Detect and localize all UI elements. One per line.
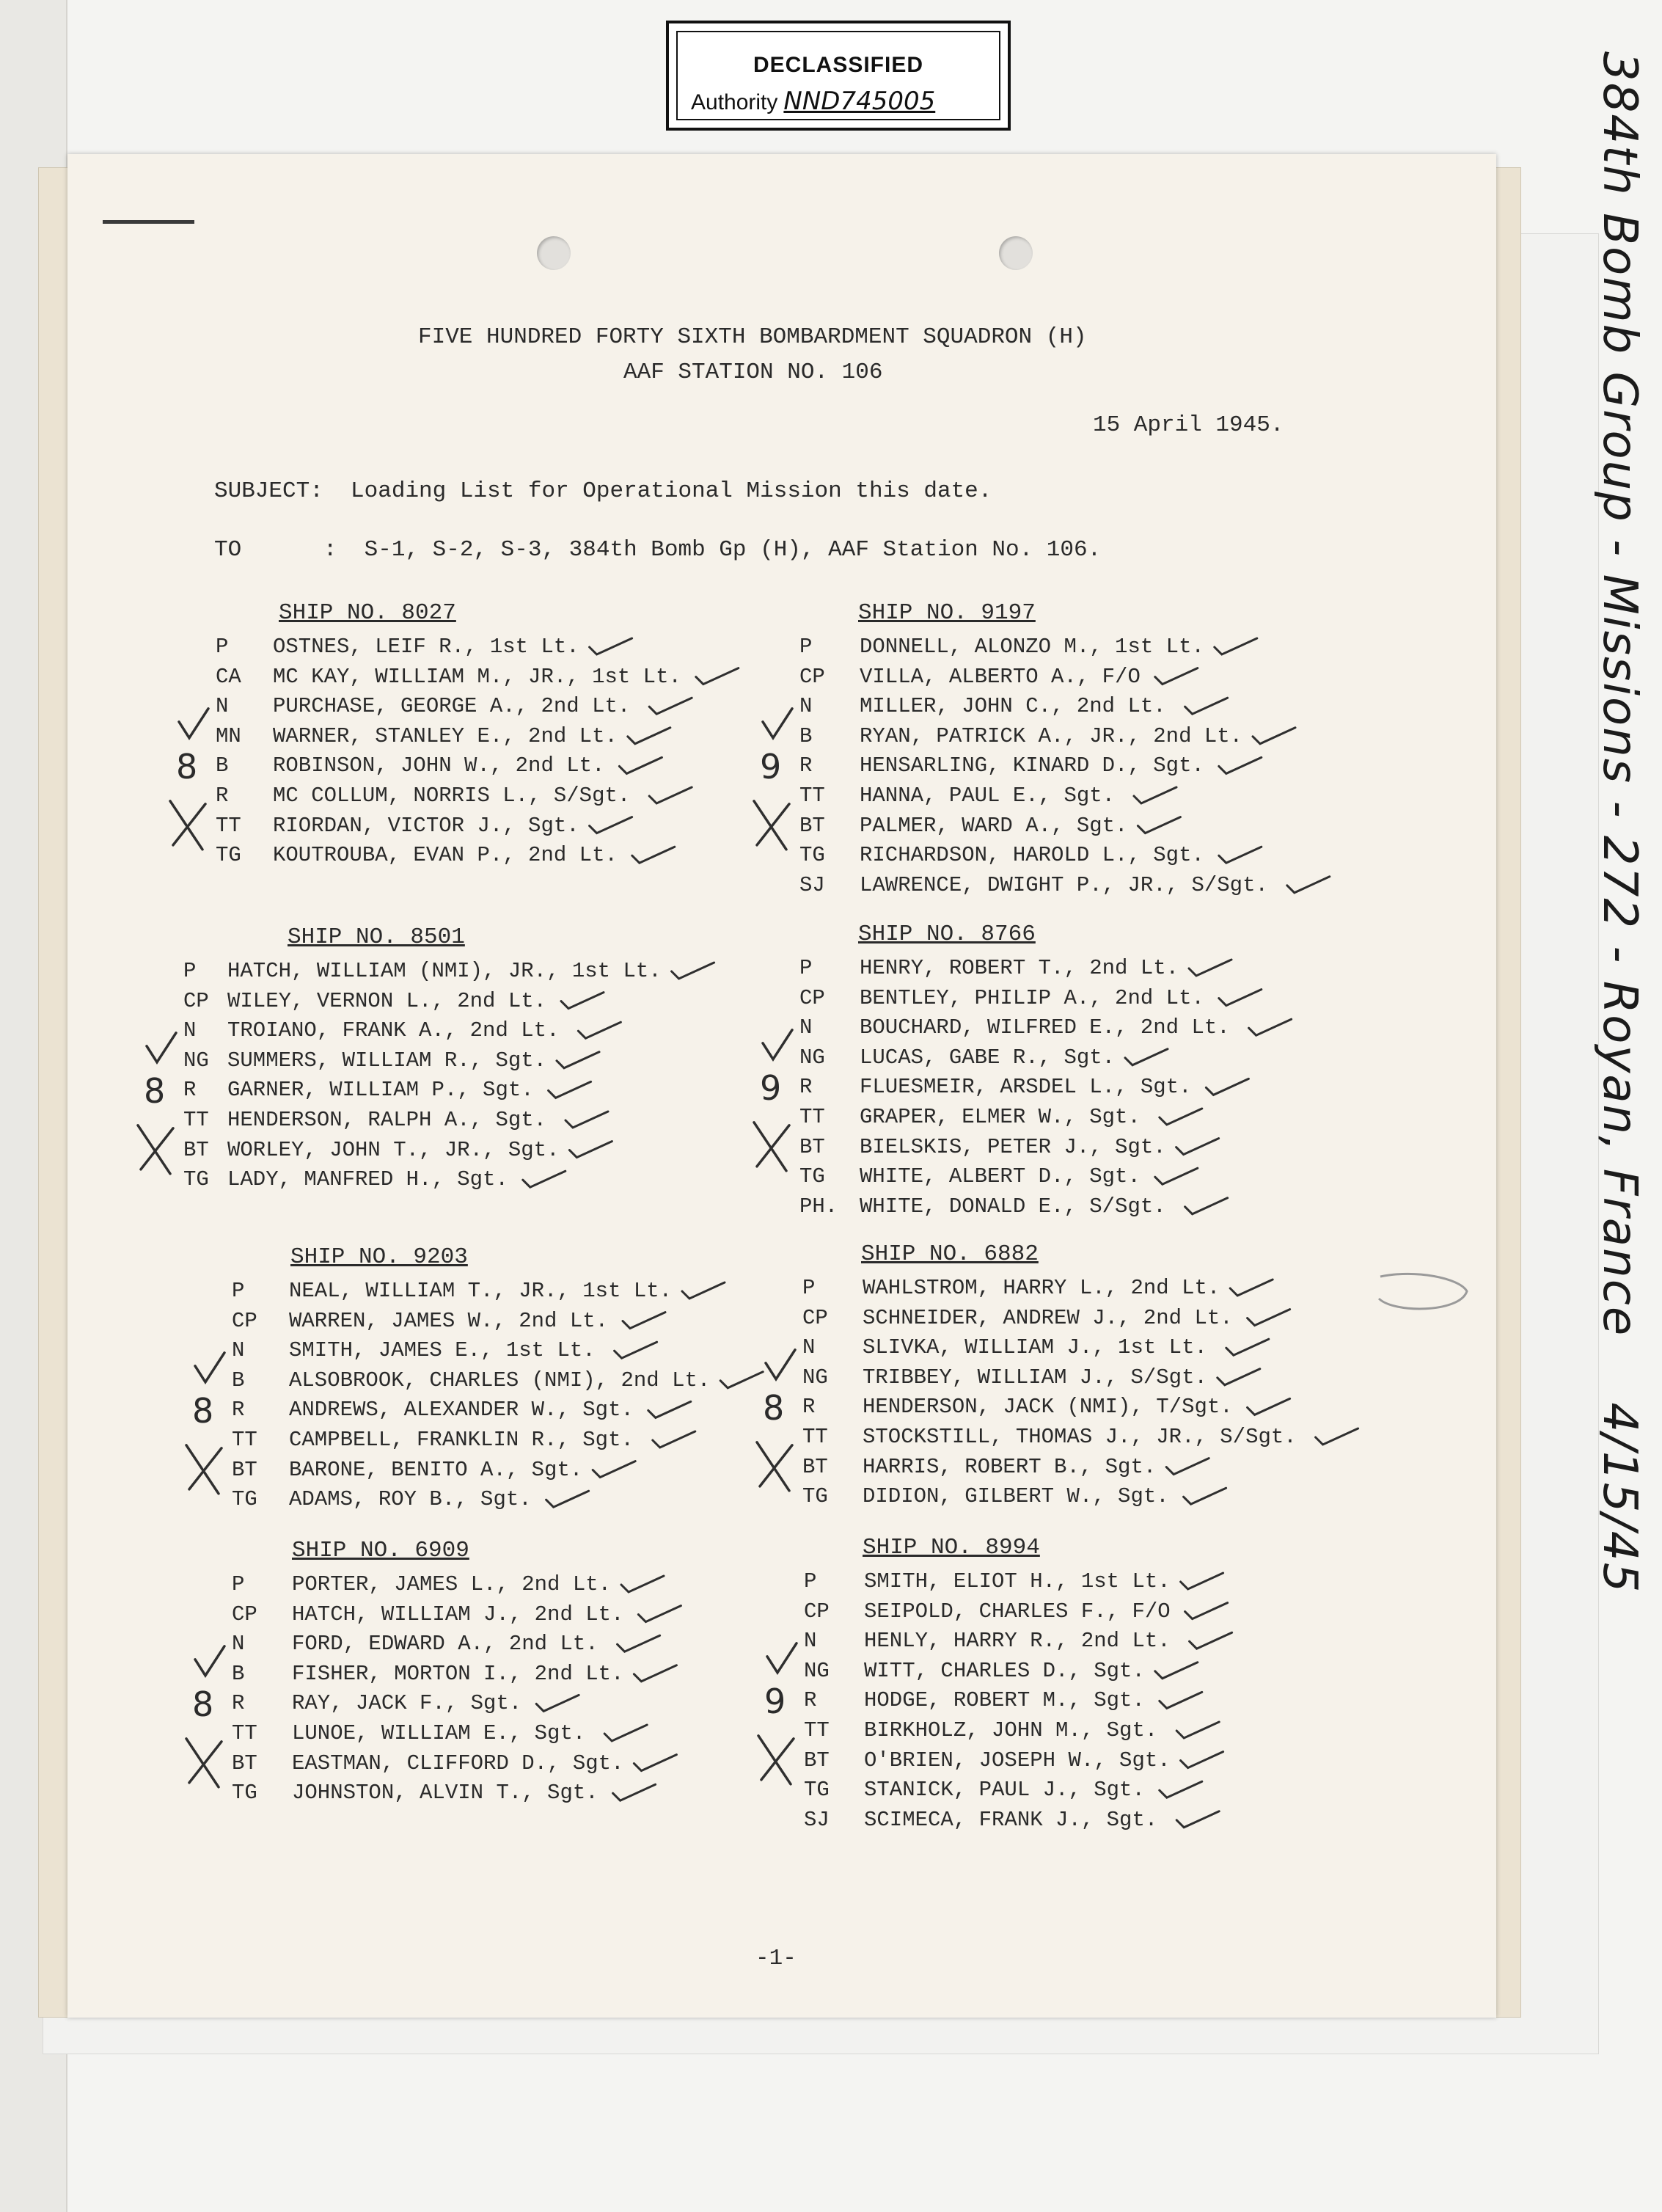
handwritten-count: 8: [176, 747, 198, 787]
crew-position: B: [216, 753, 229, 778]
crew-position: BT: [232, 1751, 257, 1775]
crew-position: R: [802, 1395, 816, 1420]
check-mark: [613, 1784, 656, 1800]
crew-position: BT: [804, 1748, 830, 1773]
crew-member: PALMER, WARD A., Sgt.: [860, 813, 1128, 838]
check-mark: [1316, 1428, 1358, 1445]
margin-tick: [763, 709, 792, 738]
crew-position: P: [799, 635, 813, 659]
check-mark: [634, 1755, 676, 1771]
crew-member: SEIPOLD, CHARLES F., F/O: [864, 1599, 1171, 1624]
check-mark: [618, 1635, 660, 1651]
crew-member: O'BRIEN, JOSEPH W., Sgt.: [864, 1748, 1171, 1773]
crew-position: P: [799, 956, 813, 980]
crew-member: SUMMERS, WILLIAM R., Sgt.: [227, 1048, 547, 1073]
check-mark: [682, 1282, 725, 1299]
handwritten-count: 8: [192, 1684, 214, 1725]
crew-member: GARNER, WILLIAM P., Sgt.: [227, 1078, 534, 1103]
check-mark: [632, 847, 675, 863]
ship-title: SHIP NO. 9197: [858, 600, 1036, 626]
crew-member: WORLEY, JOHN T., JR., Sgt.: [227, 1137, 560, 1162]
margin-tick: [766, 1350, 795, 1379]
check-mark: [1215, 638, 1257, 654]
crew-member: STANICK, PAUL J., Sgt.: [864, 1778, 1145, 1803]
ship-title: SHIP NO. 6882: [861, 1241, 1039, 1267]
crew-member: SMITH, ELIOT H., 1st Lt.: [864, 1569, 1171, 1594]
crew-position: SJ: [799, 872, 825, 897]
document-date: 15 April 1945.: [1093, 412, 1284, 438]
crew-position: TG: [799, 843, 825, 868]
check-mark: [1185, 698, 1228, 714]
crew-position: N: [232, 1632, 245, 1657]
check-mark: [1219, 757, 1262, 773]
crew-member: BOUCHARD, WILFRED E., 2nd Lt.: [860, 1015, 1230, 1040]
crew-member: HENRY, ROBERT T., 2nd Lt.: [860, 956, 1179, 980]
crew-position: TG: [799, 1164, 825, 1189]
crew-position: P: [232, 1572, 245, 1596]
crew-position: NG: [804, 1658, 830, 1683]
crew-member: HENDERSON, JACK (NMI), T/Sgt.: [863, 1395, 1233, 1420]
check-mark: [634, 1665, 676, 1682]
check-mark: [1160, 1109, 1202, 1125]
crew-member: GRAPER, ELMER W., Sgt.: [860, 1104, 1141, 1129]
check-mark: [1218, 1369, 1260, 1385]
check-mark: [1181, 1573, 1223, 1589]
crew-member: SLIVKA, WILLIAM J., 1st Lt.: [863, 1335, 1207, 1360]
ship-title: SHIP NO. 9203: [290, 1244, 468, 1270]
crew-member: FLUESMEIR, ARSDEL L., Sgt.: [860, 1075, 1192, 1100]
crew-position: CP: [804, 1599, 830, 1624]
crew-position: CP: [232, 1308, 257, 1333]
crew-member: DIDION, GILBERT W., Sgt.: [863, 1484, 1169, 1509]
crew-member: PORTER, JAMES L., 2nd Lt.: [292, 1572, 612, 1596]
crew-position: TT: [804, 1718, 830, 1742]
crew-position: BT: [799, 1134, 825, 1159]
crew-position: TT: [183, 1107, 209, 1132]
crew-member: RIORDAN, VICTOR J., Sgt.: [273, 813, 579, 838]
crew-position: TT: [232, 1720, 257, 1745]
check-mark: [1181, 1752, 1223, 1768]
crew-member: HENLY, HARRY R., 2nd Lt.: [864, 1629, 1171, 1654]
crew-member: LUCAS, GABE R., Sgt.: [860, 1045, 1116, 1070]
check-mark: [565, 1112, 608, 1128]
squadron-heading: FIVE HUNDRED FORTY SIXTH BOMBARDMENT SQUADRON (H): [418, 324, 1087, 350]
check-mark: [557, 1052, 599, 1068]
check-mark: [1248, 1398, 1290, 1415]
crew-member: STOCKSTILL, THOMAS J., JR., S/Sgt.: [863, 1424, 1297, 1449]
stamp-authority-number: NND745005: [783, 87, 936, 116]
crew-member: ROBINSON, JOHN W., 2nd Lt.: [273, 753, 605, 778]
crew-member: FORD, EDWARD A., 2nd Lt.: [292, 1632, 598, 1657]
crew-member: JOHNSTON, ALVIN T., Sgt.: [292, 1781, 598, 1806]
crew-position: PH.: [799, 1194, 838, 1219]
margin-cross: [757, 1442, 792, 1491]
crew-position: BT: [183, 1137, 209, 1162]
check-mark: [546, 1491, 589, 1507]
crew-position: R: [232, 1691, 245, 1716]
crew-member: HANNA, PAUL E., Sgt.: [860, 783, 1116, 808]
crew-member: MC COLLUM, NORRIS L., S/Sgt.: [273, 783, 631, 808]
stamp-title: DECLASSIFIED: [753, 53, 924, 77]
check-mark: [549, 1081, 591, 1098]
crew-position: CA: [216, 664, 241, 689]
crew-position: R: [183, 1078, 197, 1103]
crew-position: TG: [232, 1487, 257, 1512]
margin-cross: [170, 801, 205, 850]
to-line: TO : S-1, S-2, S-3, 384th Bomb Gp (H), AAF Station No. 106.: [214, 537, 1102, 563]
ship-title: SHIP NO. 8027: [279, 600, 456, 626]
margin-cross: [138, 1125, 173, 1174]
crew-position: CP: [802, 1305, 828, 1330]
check-mark: [1184, 1488, 1226, 1504]
check-mark: [1155, 1662, 1198, 1679]
crew-member: WARREN, JAMES W., 2nd Lt.: [289, 1308, 609, 1333]
margin-cross: [754, 801, 789, 850]
check-mark: [1253, 728, 1295, 744]
crew-member: KOUTROUBA, EVAN P., 2nd Lt.: [273, 843, 618, 868]
crew-position: R: [216, 783, 229, 808]
crew-member: LUNOE, WILLIAM E., Sgt.: [292, 1720, 586, 1745]
crew-position: B: [799, 723, 813, 748]
crew-position: B: [232, 1661, 245, 1686]
check-mark: [561, 993, 604, 1009]
check-mark: [1287, 877, 1330, 893]
crew-member: NEAL, WILLIAM T., JR., 1st Lt.: [289, 1279, 673, 1303]
crew-member: WARNER, STANLEY E., 2nd Lt.: [273, 723, 618, 748]
check-mark: [1176, 1811, 1219, 1828]
crew-position: TG: [232, 1781, 257, 1806]
crew-member: RYAN, PATRICK A., JR., 2nd Lt.: [860, 723, 1243, 748]
check-mark: [1185, 1198, 1228, 1214]
crew-position: B: [232, 1368, 245, 1392]
crew-position: N: [232, 1338, 245, 1363]
margin-tick: [147, 1033, 176, 1062]
crew-member: OSTNES, LEIF R., 1st Lt.: [273, 635, 579, 659]
crew-member: VILLA, ALBERTO A., F/O: [860, 664, 1141, 689]
check-mark: [1138, 817, 1180, 833]
crew-member: ADAMS, ROY B., Sgt.: [289, 1487, 532, 1512]
check-mark: [1176, 1139, 1219, 1155]
crew-member: RAY, JACK F., Sgt.: [292, 1691, 522, 1716]
crew-member: LAWRENCE, DWIGHT P., JR., S/Sgt.: [860, 872, 1268, 897]
margin-tick: [179, 709, 208, 738]
crew-position: P: [232, 1279, 245, 1303]
handwritten-count: 8: [763, 1388, 785, 1428]
check-mark: [1160, 1781, 1202, 1797]
check-mark: [1176, 1722, 1219, 1738]
crew-position: P: [804, 1569, 817, 1594]
crew-member: LADY, MANFRED H., Sgt.: [227, 1167, 508, 1192]
ship-title: SHIP NO. 6909: [292, 1538, 469, 1563]
stamp-authority-label: Authority: [691, 90, 778, 114]
crew-member: WHITE, DONALD E., S/Sgt.: [860, 1194, 1166, 1219]
crew-member: HARRIS, ROBERT B., Sgt.: [863, 1454, 1157, 1479]
check-mark: [1160, 1692, 1202, 1708]
crew-member: SCHNEIDER, ANDREW J., 2nd Lt.: [863, 1305, 1233, 1330]
handwritten-side-note: 384th Bomb Group - Missions - 272 - Royan, France 4/15/45: [1592, 51, 1647, 1594]
handwritten-count: 9: [764, 1682, 786, 1722]
crew-position: TG: [183, 1167, 209, 1192]
crew-member: WITT, CHARLES D., Sgt.: [864, 1658, 1145, 1683]
check-mark: [696, 668, 739, 685]
ship-title: SHIP NO. 8501: [288, 924, 465, 950]
crew-member: SMITH, JAMES E., 1st Lt.: [289, 1338, 596, 1363]
margin-cross: [758, 1736, 794, 1784]
check-mark: [569, 1142, 612, 1158]
check-mark: [1134, 787, 1176, 803]
check-mark: [1166, 1459, 1209, 1475]
check-mark: [1226, 1339, 1269, 1355]
check-mark: [621, 1576, 664, 1592]
margin-tick: [767, 1643, 797, 1673]
crew-member: HODGE, ROBERT M., Sgt.: [864, 1688, 1145, 1713]
check-mark: [1125, 1049, 1168, 1065]
crew-position: P: [183, 959, 197, 983]
crew-position: NG: [183, 1048, 209, 1073]
check-mark: [523, 1171, 565, 1187]
margin-tick: [195, 1646, 224, 1676]
check-mark: [653, 1431, 695, 1448]
crew-position: N: [216, 694, 229, 719]
check-mark: [628, 728, 670, 744]
pencil-mark: [1379, 1274, 1467, 1309]
crew-position: NG: [799, 1045, 825, 1070]
crew-position: TT: [216, 813, 241, 838]
crew-member: BARONE, BENITO A., Sgt.: [289, 1457, 583, 1482]
crew-member: WHITE, ALBERT D., Sgt.: [860, 1164, 1141, 1189]
check-mark: [578, 1022, 620, 1038]
check-mark: [615, 1342, 657, 1358]
margin-cross: [186, 1445, 222, 1494]
crew-position: R: [799, 753, 813, 778]
check-mark: [649, 698, 692, 714]
crew-position: N: [804, 1629, 817, 1654]
crew-member: EASTMAN, CLIFFORD D., Sgt.: [292, 1751, 624, 1775]
crew-member: ALSOBROOK, CHARLES (NMI), 2nd Lt.: [289, 1368, 711, 1392]
check-mark: [593, 1461, 635, 1478]
crew-position: R: [799, 1075, 813, 1100]
crew-position: TT: [799, 1104, 825, 1129]
crew-position: TG: [804, 1778, 830, 1803]
crew-member: HATCH, WILLIAM (NMI), JR., 1st Lt.: [227, 959, 662, 983]
crew-position: P: [216, 635, 229, 659]
crew-member: TRIBBEY, WILLIAM J., S/Sgt.: [863, 1365, 1207, 1390]
crew-position: MN: [216, 723, 241, 748]
crew-position: P: [802, 1276, 816, 1300]
handwritten-count: 9: [760, 1068, 782, 1109]
crew-position: CP: [799, 664, 825, 689]
crew-member: WILEY, VERNON L., 2nd Lt.: [227, 988, 547, 1013]
check-mark: [1230, 1280, 1273, 1296]
check-mark: [1219, 847, 1262, 863]
check-mark: [1190, 1632, 1232, 1649]
crew-position: TG: [802, 1484, 828, 1509]
crew-position: N: [802, 1335, 816, 1360]
crew-member: MILLER, JOHN C., 2nd Lt.: [860, 694, 1166, 719]
check-mark: [619, 757, 662, 773]
check-mark: [672, 963, 714, 979]
margin-tick: [763, 1030, 792, 1059]
subject-line: SUBJECT: Loading List for Operational Mission this date.: [214, 478, 992, 504]
check-mark: [1189, 960, 1231, 976]
crew-position: TT: [799, 783, 825, 808]
crew-member: TROIANO, FRANK A., 2nd Lt.: [227, 1018, 560, 1043]
check-mark: [638, 1606, 681, 1622]
handwritten-count: 9: [760, 747, 782, 787]
crew-member: PURCHASE, GEORGE A., 2nd Lt.: [273, 694, 631, 719]
crew-position: BT: [799, 813, 825, 838]
check-mark: [720, 1372, 763, 1388]
crew-member: FISHER, MORTON I., 2nd Lt.: [292, 1661, 624, 1686]
crew-position: R: [232, 1398, 245, 1423]
crew-member: SCIMECA, FRANK J., Sgt.: [864, 1807, 1158, 1832]
crew-position: N: [183, 1018, 197, 1043]
check-mark: [590, 638, 632, 654]
crew-member: MC KAY, WILLIAM M., JR., 1st Lt.: [273, 664, 681, 689]
crew-member: HATCH, WILLIAM J., 2nd Lt.: [292, 1602, 624, 1627]
crew-member: HENSARLING, KINARD D., Sgt.: [860, 753, 1204, 778]
crew-member: DONNELL, ALONZO M., 1st Lt.: [860, 635, 1204, 659]
margin-cross: [186, 1739, 222, 1787]
check-mark: [1249, 1019, 1292, 1035]
crew-position: R: [804, 1688, 817, 1713]
check-mark: [1155, 1168, 1198, 1184]
crew-member: BIRKHOLZ, JOHN M., Sgt.: [864, 1718, 1158, 1742]
crew-member: BENTLEY, PHILIP A., 2nd Lt.: [860, 985, 1204, 1010]
crew-member: CAMPBELL, FRANKLIN R., Sgt.: [289, 1427, 634, 1452]
crew-position: SJ: [804, 1807, 830, 1832]
page-number: -1-: [755, 1946, 797, 1971]
check-mark: [1206, 1078, 1248, 1095]
check-mark: [590, 817, 632, 833]
crew-position: BT: [232, 1457, 257, 1482]
check-mark: [1185, 1603, 1228, 1619]
crew-position: TT: [802, 1424, 828, 1449]
crew-member: BIELSKIS, PETER J., Sgt.: [860, 1134, 1166, 1159]
margin-tick: [195, 1353, 224, 1382]
crew-position: NG: [802, 1365, 828, 1390]
handwritten-count: 8: [144, 1071, 166, 1112]
check-mark: [1155, 668, 1198, 685]
margin-cross: [754, 1123, 789, 1171]
crew-position: CP: [799, 985, 825, 1010]
ship-title: SHIP NO. 8994: [863, 1535, 1040, 1561]
crew-position: CP: [183, 988, 209, 1013]
check-mark: [623, 1313, 665, 1329]
crew-position: N: [799, 694, 813, 719]
check-mark: [649, 787, 692, 803]
handwritten-count: 8: [192, 1391, 214, 1431]
ship-title: SHIP NO. 8766: [858, 921, 1036, 947]
station-heading: AAF STATION NO. 106: [623, 359, 883, 385]
check-mark: [536, 1695, 579, 1711]
crew-member: RICHARDSON, HAROLD L., Sgt.: [860, 843, 1204, 868]
crew-member: WAHLSTROM, HARRY L., 2nd Lt.: [863, 1276, 1220, 1300]
check-mark: [1219, 990, 1262, 1006]
check-mark: [1248, 1310, 1290, 1326]
crew-member: ANDREWS, ALEXANDER W., Sgt.: [289, 1398, 634, 1423]
check-mark: [648, 1401, 691, 1417]
crew-position: TG: [216, 843, 241, 868]
crew-position: BT: [802, 1454, 828, 1479]
crew-position: N: [799, 1015, 813, 1040]
crew-member: HENDERSON, RALPH A., Sgt.: [227, 1107, 547, 1132]
crew-position: CP: [232, 1602, 257, 1627]
crew-position: TT: [232, 1427, 257, 1452]
check-mark: [604, 1725, 647, 1741]
